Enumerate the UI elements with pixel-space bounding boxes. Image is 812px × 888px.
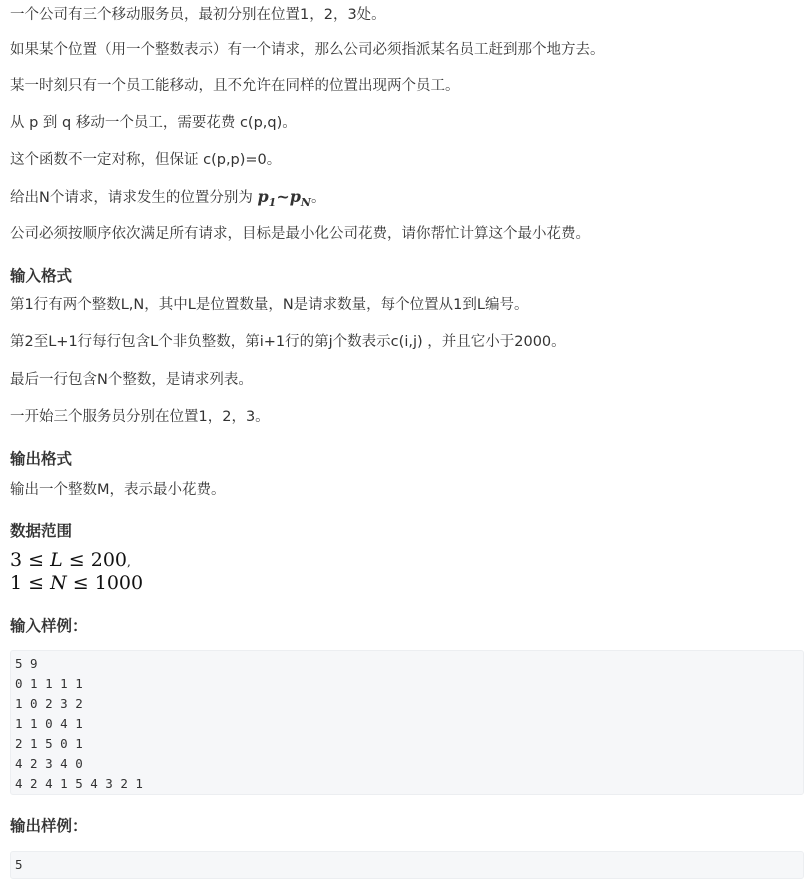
output-format-heading: 输出格式 [10,450,73,468]
range-upper: 1000 [94,572,144,594]
range-variable: L [50,549,63,571]
formula-sub: 1 [268,196,277,210]
leq-symbol: ≤ [72,572,89,594]
code-line: 1 0 2 3 2 [15,696,83,711]
formula-sub: N [300,196,311,210]
description-paragraph: 如果某个位置（用一个整数表示）有一个请求，那么公司必须指派某名员工赶到那个地方去。 [10,42,605,58]
description-paragraph [10,187,325,213]
formula-sep: ~ [276,187,290,206]
range-upper: 200 [90,549,128,571]
sample-output-heading: 输出样例： [10,817,88,835]
description-paragraph: 这个函数不一定对称，但保证 c(p,p)=0。 [10,152,282,168]
input-format-line: 一开始三个服务员分别在位置1，2，3。 [10,409,270,425]
leq-symbol: ≤ [28,572,45,594]
code-line: 4 2 4 1 5 4 3 2 1 [15,776,143,791]
input-format-line: 最后一行包含N个整数，是请求列表。 [10,372,253,388]
code-line: 5 [15,857,23,872]
data-range-heading: 数据范围 [10,522,73,540]
input-format-line: 第1行有两个整数L,N，其中L是位置数量，N是请求数量，每个位置从1到L编号。 [10,297,529,313]
inline-formula [257,187,311,210]
sample-output-code[interactable] [10,851,804,879]
code-line: 5 9 [15,656,38,671]
range-formula-l [10,549,131,573]
leq-symbol: ≤ [28,549,45,571]
description-paragraph: 某一时刻只有一个员工能移动，且不允许在同样的位置出现两个员工。 [10,78,460,94]
code-line: 1 1 0 4 1 [15,716,83,731]
code-line: 2 1 5 0 1 [15,736,83,751]
range-formula-n [10,572,143,594]
description-paragraph: 一个公司有三个移动服务员，最初分别在位置1，2，3处。 [10,7,386,23]
range-lower: 1 [10,572,23,594]
description-text: 给出N个请求，请求发生的位置分别为 [10,190,258,206]
formula-var: p [257,187,269,206]
sample-input-code[interactable] [10,650,804,795]
code-line: 0 1 1 1 1 [15,676,83,691]
range-separator: , [127,555,131,569]
range-lower: 3 [10,549,23,571]
description-paragraph: 公司必须按顺序依次满足所有请求，目标是最小化公司花费，请你帮忙计算这个最小花费。 [10,226,590,242]
leq-symbol: ≤ [68,549,85,571]
code-line: 4 2 3 4 0 [15,756,83,771]
description-paragraph: 从 p 到 q 移动一个员工，需要花费 c(p,q)。 [10,115,297,131]
input-format-heading: 输入格式 [10,267,73,285]
sample-input-heading: 输入样例： [10,617,88,635]
description-text: 。 [310,190,326,206]
range-variable: N [50,572,67,594]
output-format-line: 输出一个整数M，表示最小花费。 [10,482,226,498]
input-format-line: 第2至L+1行每行包含L个非负整数，第i+1行的第j个数表示c(i,j) ，并且它小于2000。 [10,334,566,350]
formula-var: p [289,187,301,206]
